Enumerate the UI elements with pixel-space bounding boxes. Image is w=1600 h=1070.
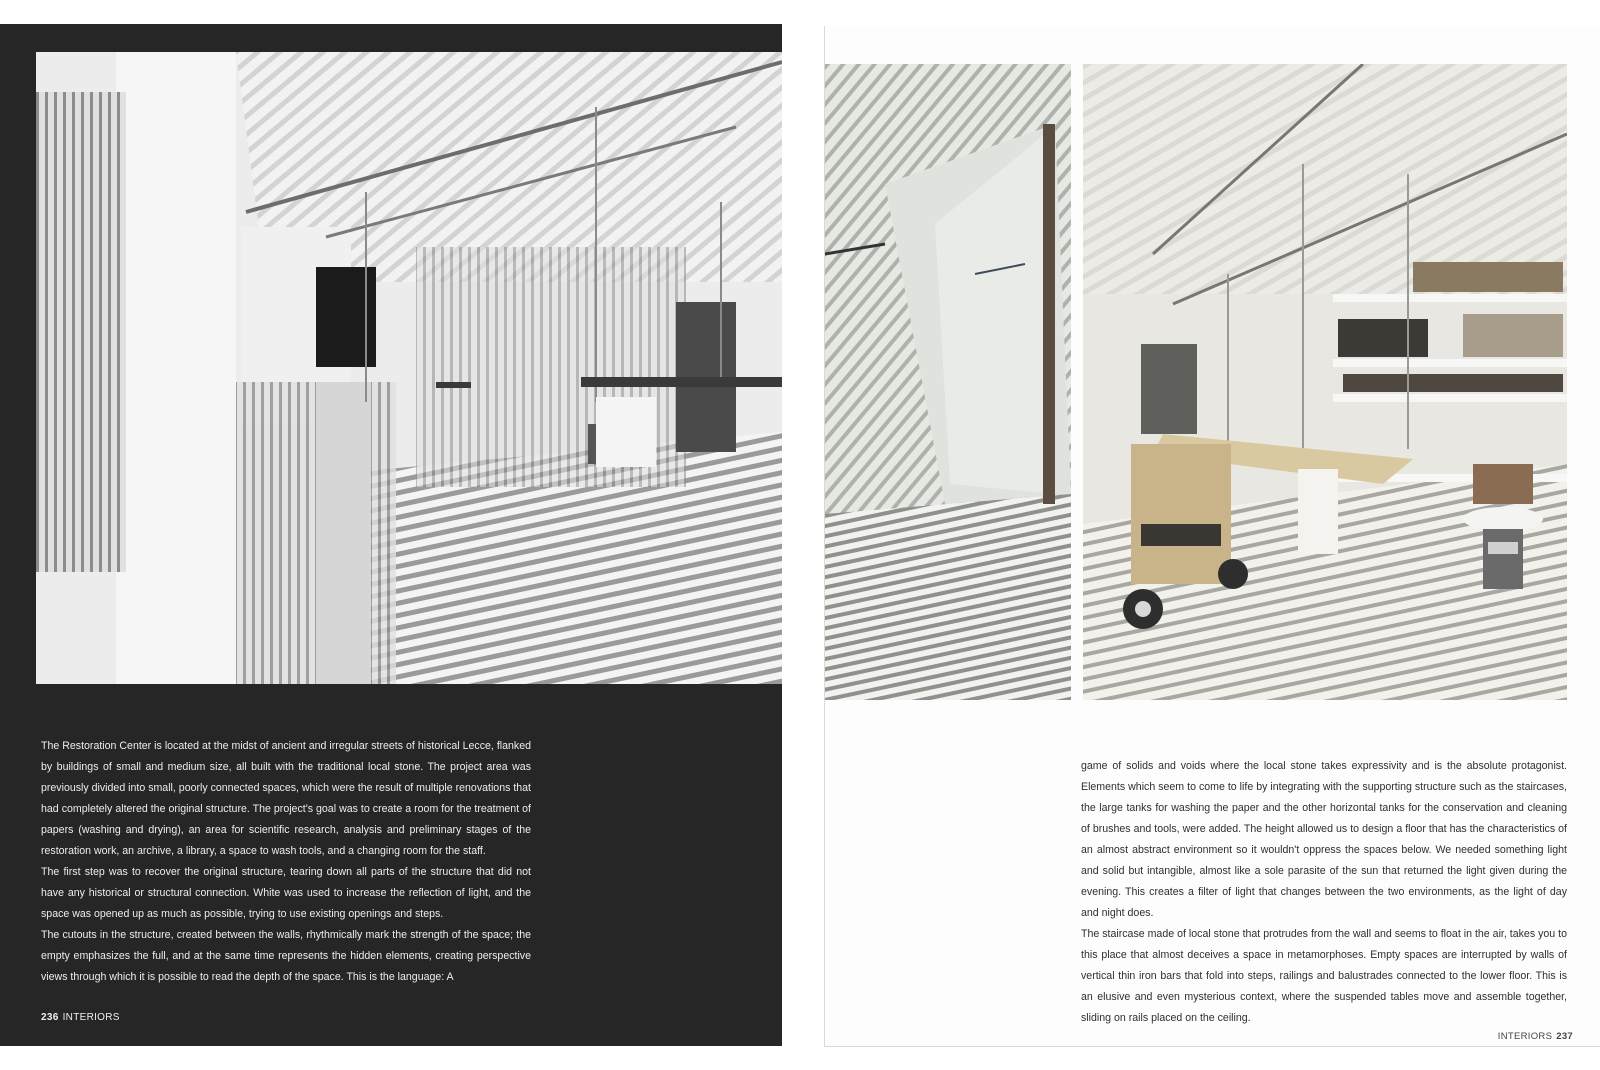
paragraph: The cutouts in the structure, created between the walls, rhythmically mark the strength of the space; the empty emphasizes the full, and at the same time represents the hidden elements, creating perspective views through which it is possible to read the depth of the space. This is the language: A	[41, 929, 531, 983]
right-page	[824, 26, 1600, 1047]
page-number: 236	[41, 1012, 59, 1023]
left-body-text	[41, 736, 531, 988]
interior-photo-library	[1083, 64, 1567, 700]
left-page	[0, 24, 782, 1046]
right-body-text	[1081, 756, 1567, 1029]
paragraph: game of solids and voids where the local stone takes expressivity and is the absolute protagonist. Elements which seem to come to life by integrating with the supporting structure such as the staircases, the large tanks for washing the paper and the other horizontal tanks for the conservation and cleaning of brushes and tools, were added. The height allowed us to design a floor that has the characteristics of an almost abstract environment so it wouldn't oppress the spaces below. We needed something light and solid but intangible, almost like a sole parasite of the sun that returned the light given during the evening. This creates a filter of light that changes between the two environments, as the light of day and night does.	[1081, 760, 1567, 919]
paragraph: The Restoration Center is located at the midst of ancient and irregular streets of historical Lecce, flanked by buildings of small and medium size, all built with the traditional local stone. The project area was previously divided into small, poorly connected spaces, which were the result of multiple renovations that had completely altered the original structure. The project's goal was to create a room for the treatment of papers (washing and drying), an area for scientific research, analysis and preliminary stages of the restoration work, an archive, a library, a space to wash tools, and a changing room for the staff.	[41, 740, 531, 857]
paragraph: The staircase made of local stone that protrudes from the wall and seems to float in the air, takes you to this place that almost deceives a space in metamorphoses. Empty spaces are interrupted by walls of vertical thin iron bars that fold into steps, railings and balustrades connected to the lower floor. This is an elusive and even mysterious context, where the suspended tables move and assemble together, sliding on rails placed on the ceiling.	[1081, 928, 1567, 1024]
page-number: 237	[1556, 1031, 1573, 1042]
magazine-section: INTERIORS	[62, 1012, 120, 1023]
interior-photo-main	[36, 52, 782, 684]
magazine-section: INTERIORS	[1497, 1031, 1553, 1042]
interior-photo-staircase	[825, 64, 1071, 700]
page-folio-left	[41, 1012, 120, 1023]
page-folio-right	[1498, 1031, 1573, 1042]
paragraph: The first step was to recover the original structure, tearing down all parts of the structure that did not have any historical or structural connection. White was used to increase the reflection of light, and the space was opened up as much as possible, trying to use existing openings and steps.	[41, 866, 531, 920]
